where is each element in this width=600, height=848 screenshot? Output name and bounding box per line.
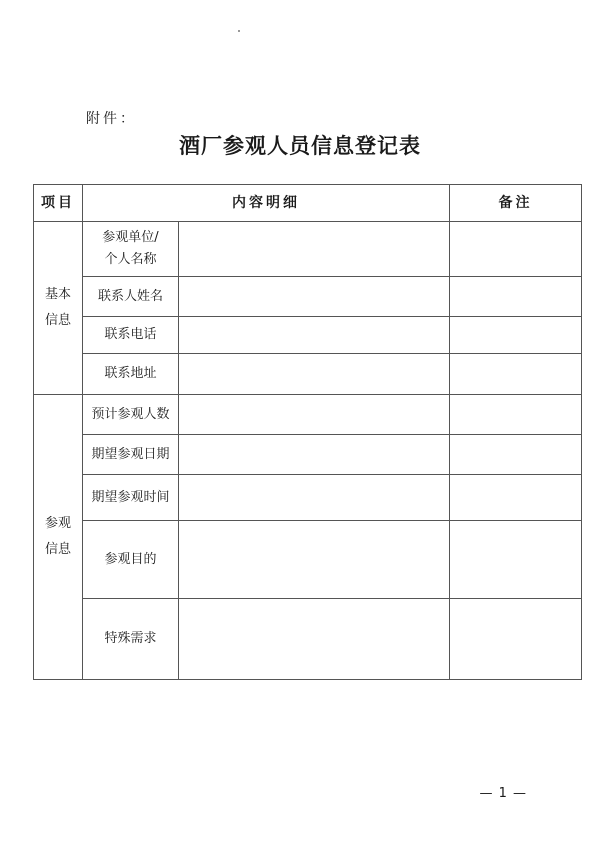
- remarks-cell[interactable]: [450, 317, 582, 354]
- remarks-cell[interactable]: [450, 395, 582, 435]
- details-cell[interactable]: [179, 521, 450, 599]
- table-row: [34, 435, 582, 475]
- details-cell[interactable]: [179, 317, 450, 354]
- table-row: [34, 317, 582, 354]
- remarks-cell[interactable]: [450, 475, 582, 521]
- details-cell[interactable]: [179, 395, 450, 435]
- remarks-cell[interactable]: [450, 521, 582, 599]
- section-label-visit: 参观 信息: [34, 395, 83, 680]
- details-cell[interactable]: [179, 354, 450, 395]
- table-row: [34, 354, 582, 395]
- scan-mark: [238, 30, 240, 32]
- column-header-item: 项目: [34, 185, 83, 222]
- remarks-cell[interactable]: [450, 354, 582, 395]
- details-cell[interactable]: [179, 475, 450, 521]
- row-label-special-needs: 特殊需求: [83, 599, 179, 680]
- details-cell[interactable]: [179, 599, 450, 680]
- details-cell[interactable]: [179, 435, 450, 475]
- table-row: [34, 277, 582, 317]
- table-row: [34, 599, 582, 680]
- table-row: [34, 475, 582, 521]
- column-header-remarks: 备注: [450, 185, 582, 222]
- table-row: [34, 521, 582, 599]
- details-cell[interactable]: [179, 222, 450, 277]
- row-label-contact-address: 联系地址: [83, 354, 179, 395]
- table-row: [34, 395, 582, 435]
- remarks-cell[interactable]: [450, 222, 582, 277]
- remarks-cell[interactable]: [450, 277, 582, 317]
- table-row: [34, 222, 582, 277]
- row-label-visitor-count: 预计参观人数: [83, 395, 179, 435]
- row-label-contact-phone: 联系电话: [83, 317, 179, 354]
- row-label-visit-time: 期望参观时间: [83, 475, 179, 521]
- column-header-details: 内容明细: [83, 185, 450, 222]
- page-number: — 1 —: [479, 786, 527, 801]
- table-header-row: [34, 185, 582, 222]
- section-label-basic: 基本 信息: [34, 222, 83, 395]
- registration-table: [33, 184, 582, 680]
- attachment-label: 附件：: [86, 111, 137, 127]
- row-label-visit-purpose: 参观目的: [83, 521, 179, 599]
- row-label-visit-date: 期望参观日期: [83, 435, 179, 475]
- remarks-cell[interactable]: [450, 435, 582, 475]
- remarks-cell[interactable]: [450, 599, 582, 680]
- row-label-unit-name: 参观单位/ 个人名称: [83, 222, 179, 277]
- row-label-contact-name: 联系人姓名: [83, 277, 179, 317]
- page-title: 酒厂参观人员信息登记表: [179, 133, 421, 158]
- details-cell[interactable]: [179, 277, 450, 317]
